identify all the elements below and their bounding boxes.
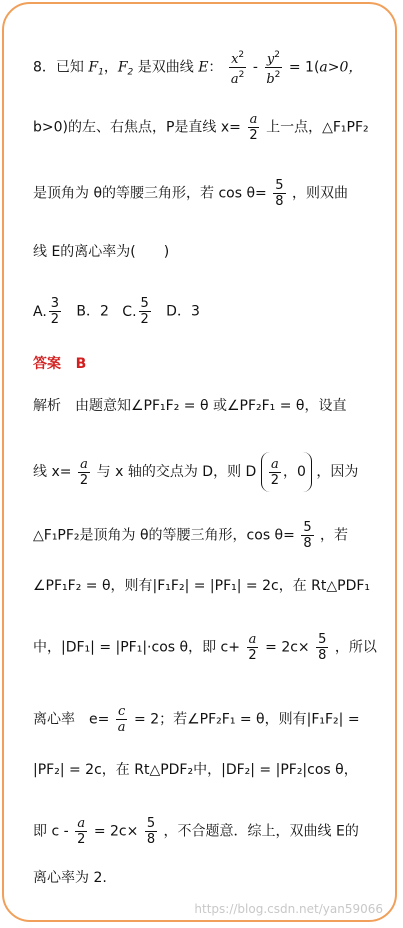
option-d: D．3 [166, 303, 200, 320]
point-d: $\frac{a}{2}$ ，0 [261, 452, 312, 492]
y2-over-b2: $\frac{y^2}{b^2}$ [266, 50, 281, 87]
solution-line-2: 线 x= $\frac{a}{2}$ 与 x 轴的交点为 D，则 D $\frac{a}{2}$ ，0 ，因为 [33, 452, 385, 492]
solution-line-9: 离心率为 2. [33, 870, 107, 886]
option-b: B．2 [76, 303, 109, 320]
solution-line-4: ∠PF₁F₂ = θ，则有|F₁F₂| = |PF₁| = 2c，在 Rt△PDF₁ [33, 578, 371, 594]
watermark: https://blog.csdn.net/yan59066 [194, 902, 383, 916]
option-c: C. $\frac{5}{2}$ [122, 296, 149, 327]
problem-line-3: 是顶角为 θ的等腰三角形，若 cos θ= $\frac{5}{8}$ ，则双曲 [33, 178, 348, 209]
problem-line-2: b>0)的左、右焦点，P是直线 x= $\frac{a}{2}$ 上一点，△F₁PF₂ [33, 112, 369, 143]
solution-line-7: |PF₂| = 2c，在 Rt△PDF₂中，|DF₂| = |PF₂|cos θ， [33, 762, 358, 778]
a-over-2: $\frac{a}{2}$ [249, 112, 258, 143]
five-over-eight: $\frac{5}{8}$ [275, 178, 284, 209]
solution-line-5: 中，|DF₁| = |PF₁|·cos θ，即 c+ $\frac{a}{2}$ = 2c× $\frac{5}{8}$ ，所以 [33, 632, 377, 663]
problem-line-1: 8．已知 $F_1$，$F_2$ 是双曲线 E： $\frac{x^2}{a^2}$ - $\frac{y^2}{b^2}$ = 1(a>0， [33, 50, 363, 87]
answer-label: 答案 [33, 356, 61, 372]
options [33, 296, 385, 327]
solution-line-1: 解析 由题意知∠PF₁F₂ = θ 或∠PF₂F₁ = θ，设直 [33, 398, 347, 414]
problem-line-4: 线 E的离心率为( ) [33, 244, 170, 260]
solution-line-8: 即 c - $\frac{a}{2}$ = 2c× $\frac{5}{8}$ ，不合题意．综上，双曲线 E的 [33, 816, 359, 847]
solution-line-6: 离心率 e= $\frac{c}{a}$ = 2；若∠PF₂F₁ = θ，则有|F₁F₂| = [33, 704, 360, 735]
x2-over-a2: $\frac{x^2}{a^2}$ [230, 50, 245, 87]
option-a: A. $\frac{3}{2}$ [33, 296, 60, 327]
answer-value: B [75, 356, 87, 372]
answer-line [33, 354, 385, 374]
solution-line-3: △F₁PF₂是顶角为 θ的等腰三角形，cos θ= $\frac{5}{8}$ ，若 [33, 520, 349, 551]
